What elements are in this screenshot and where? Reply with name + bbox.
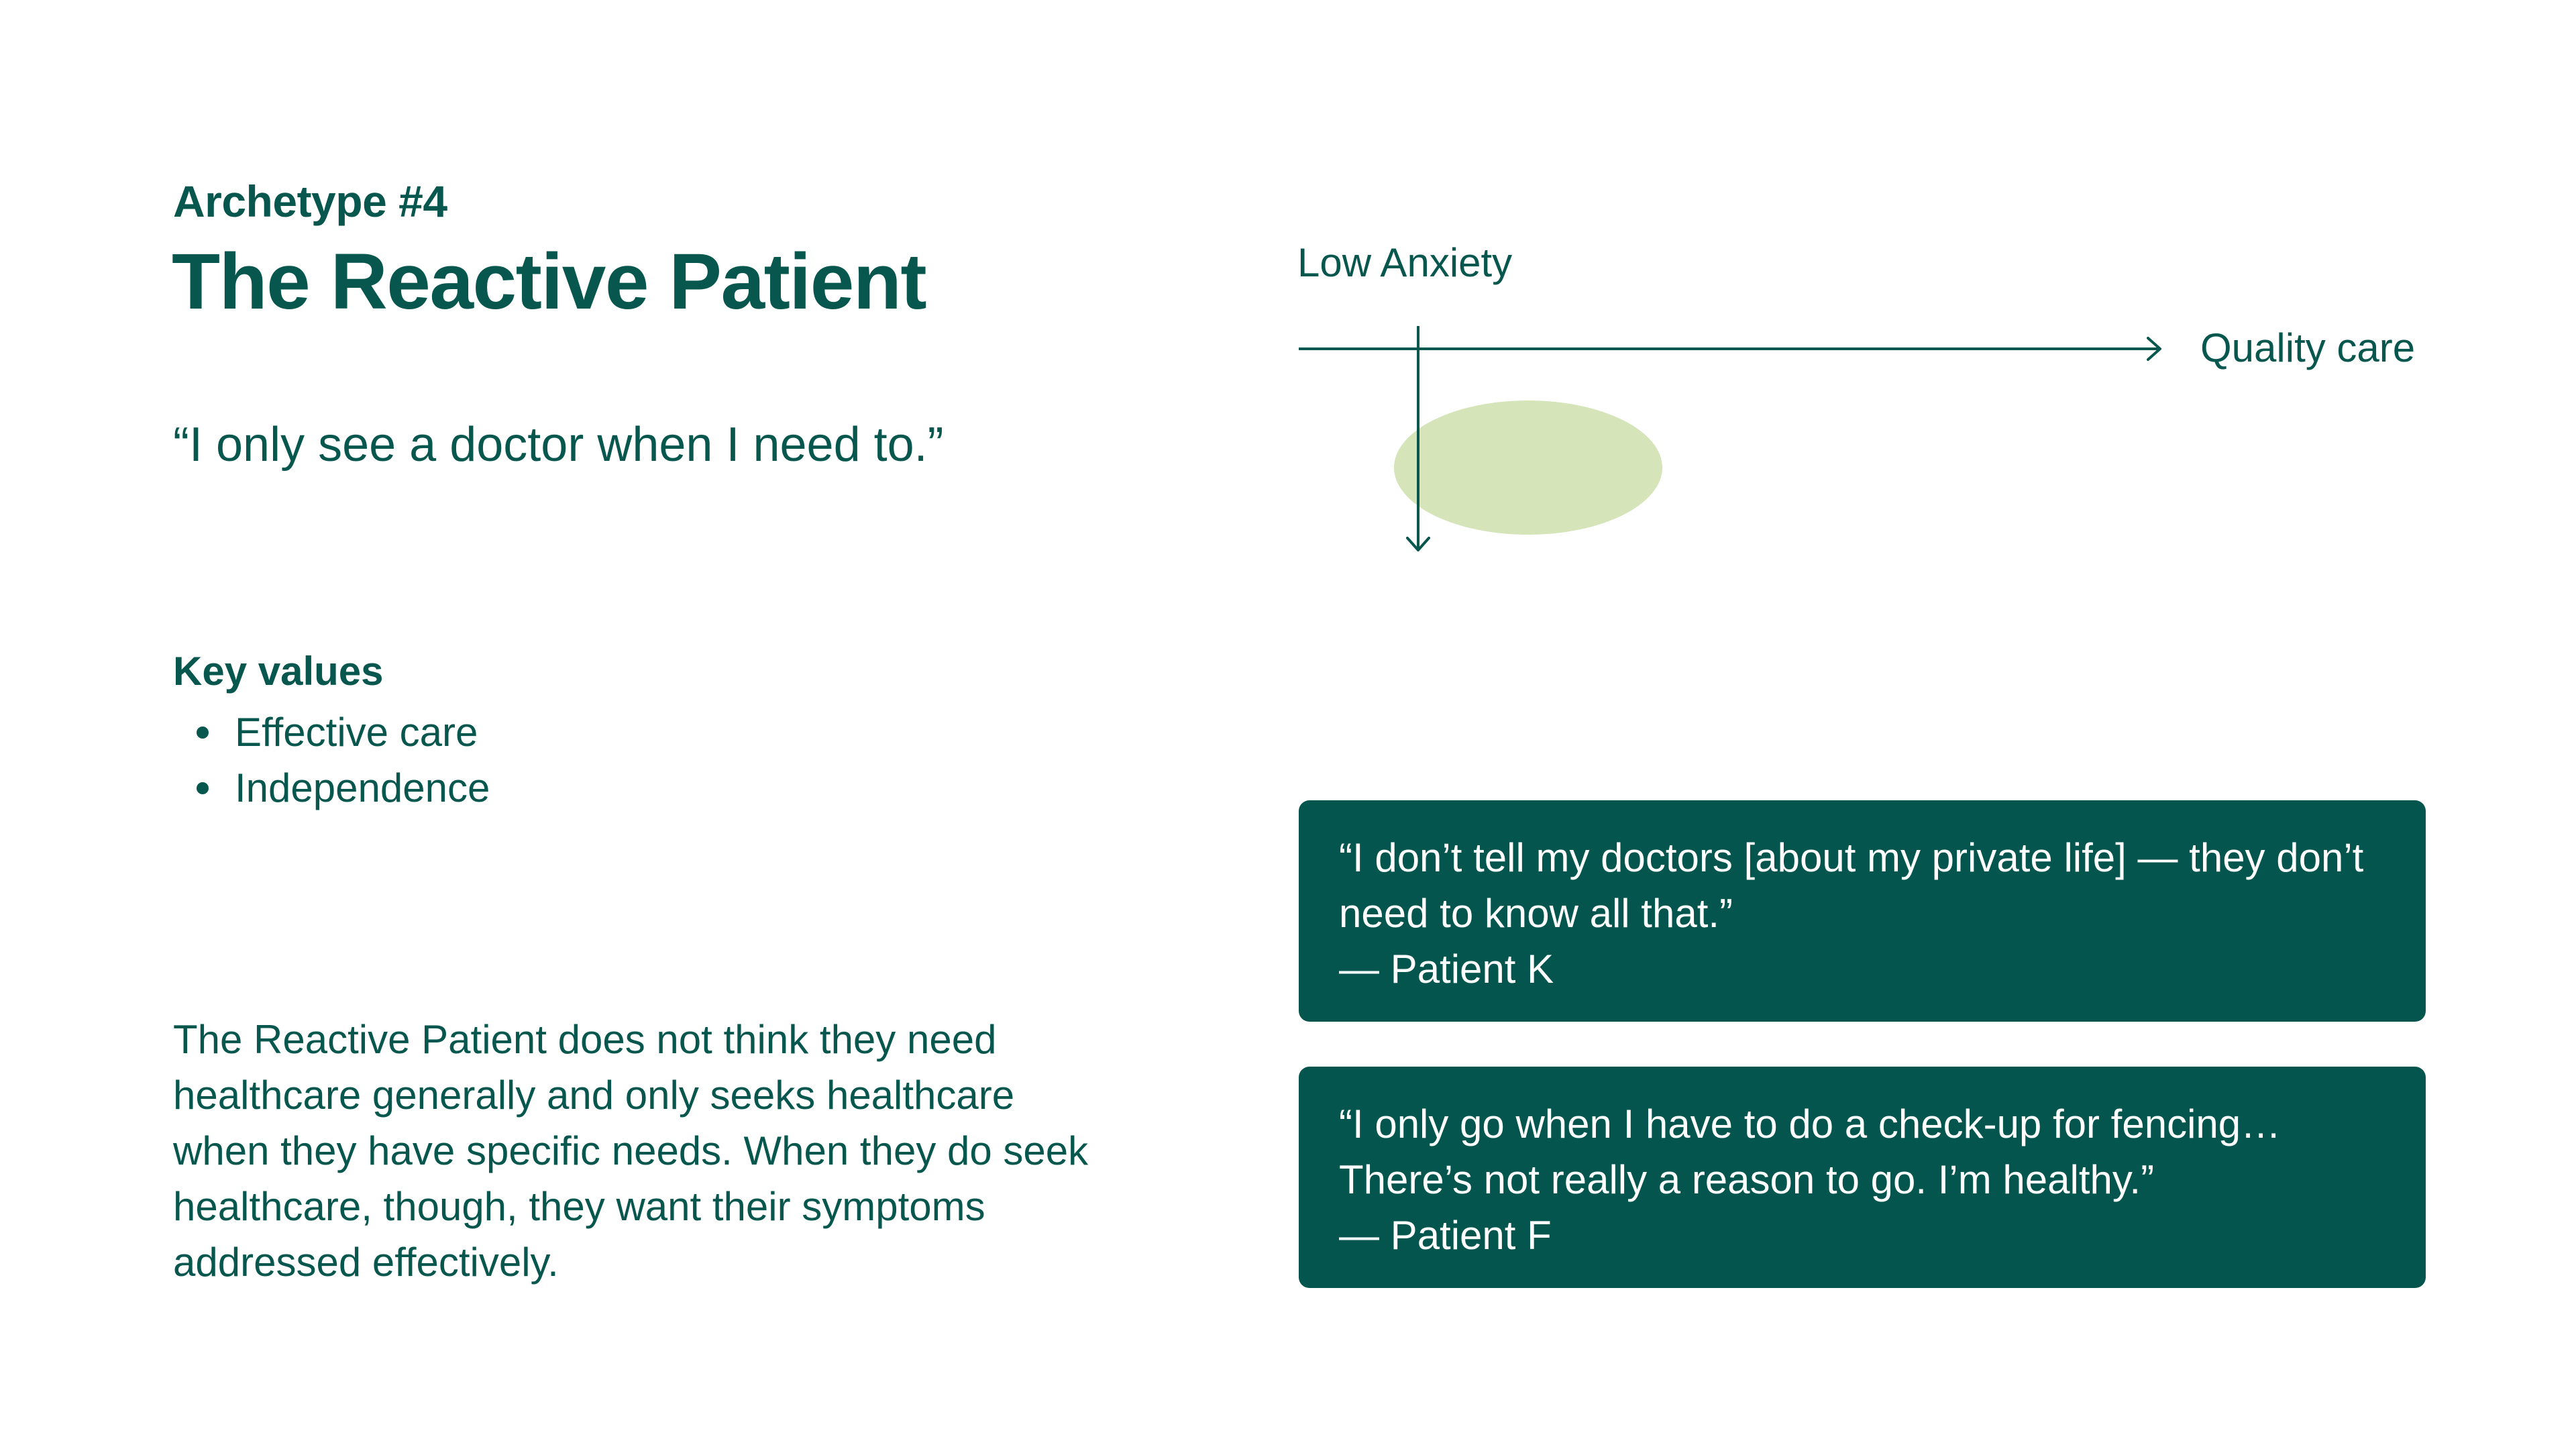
quote-attribution: — Patient F — [1339, 1213, 1552, 1258]
quote-card-patient-k — [1299, 800, 2426, 1022]
key-value-item — [173, 760, 490, 816]
key-value-label: Independence — [235, 765, 490, 810]
key-value-item — [173, 704, 490, 760]
tagline-quote: “I only see a doctor when I need to.” — [173, 418, 944, 472]
quote-text: “I don’t tell my doctors [about my private life] — they don’t need to know all that.” — [1339, 835, 2364, 936]
key-value-label: Effective care — [235, 710, 478, 755]
archetype-description: The Reactive Patient does not think they need healthcare generally and only seeks healthcare when they have specific needs. When they do seek healthcare, though, they want their symptoms addressed effectively. — [173, 1017, 1089, 1285]
x-axis-label: Quality care — [2200, 325, 2416, 370]
page-title: The Reactive Patient — [172, 237, 926, 326]
archetype-eyebrow: Archetype #4 — [173, 176, 447, 226]
bullet-icon — [197, 727, 209, 739]
archetype-region — [1394, 400, 1662, 535]
y-axis-label: Low Anxiety — [1297, 240, 1513, 285]
key-values-list — [173, 704, 490, 816]
quote-attribution: — Patient K — [1339, 947, 1554, 991]
quote-text: “I only go when I have to do a check-up for fencing… There’s not really a reason to go. I’m healthy.” — [1339, 1102, 2282, 1202]
key-values-heading: Key values — [173, 649, 384, 694]
bullet-icon — [197, 782, 209, 794]
quote-card-patient-f — [1299, 1067, 2426, 1288]
